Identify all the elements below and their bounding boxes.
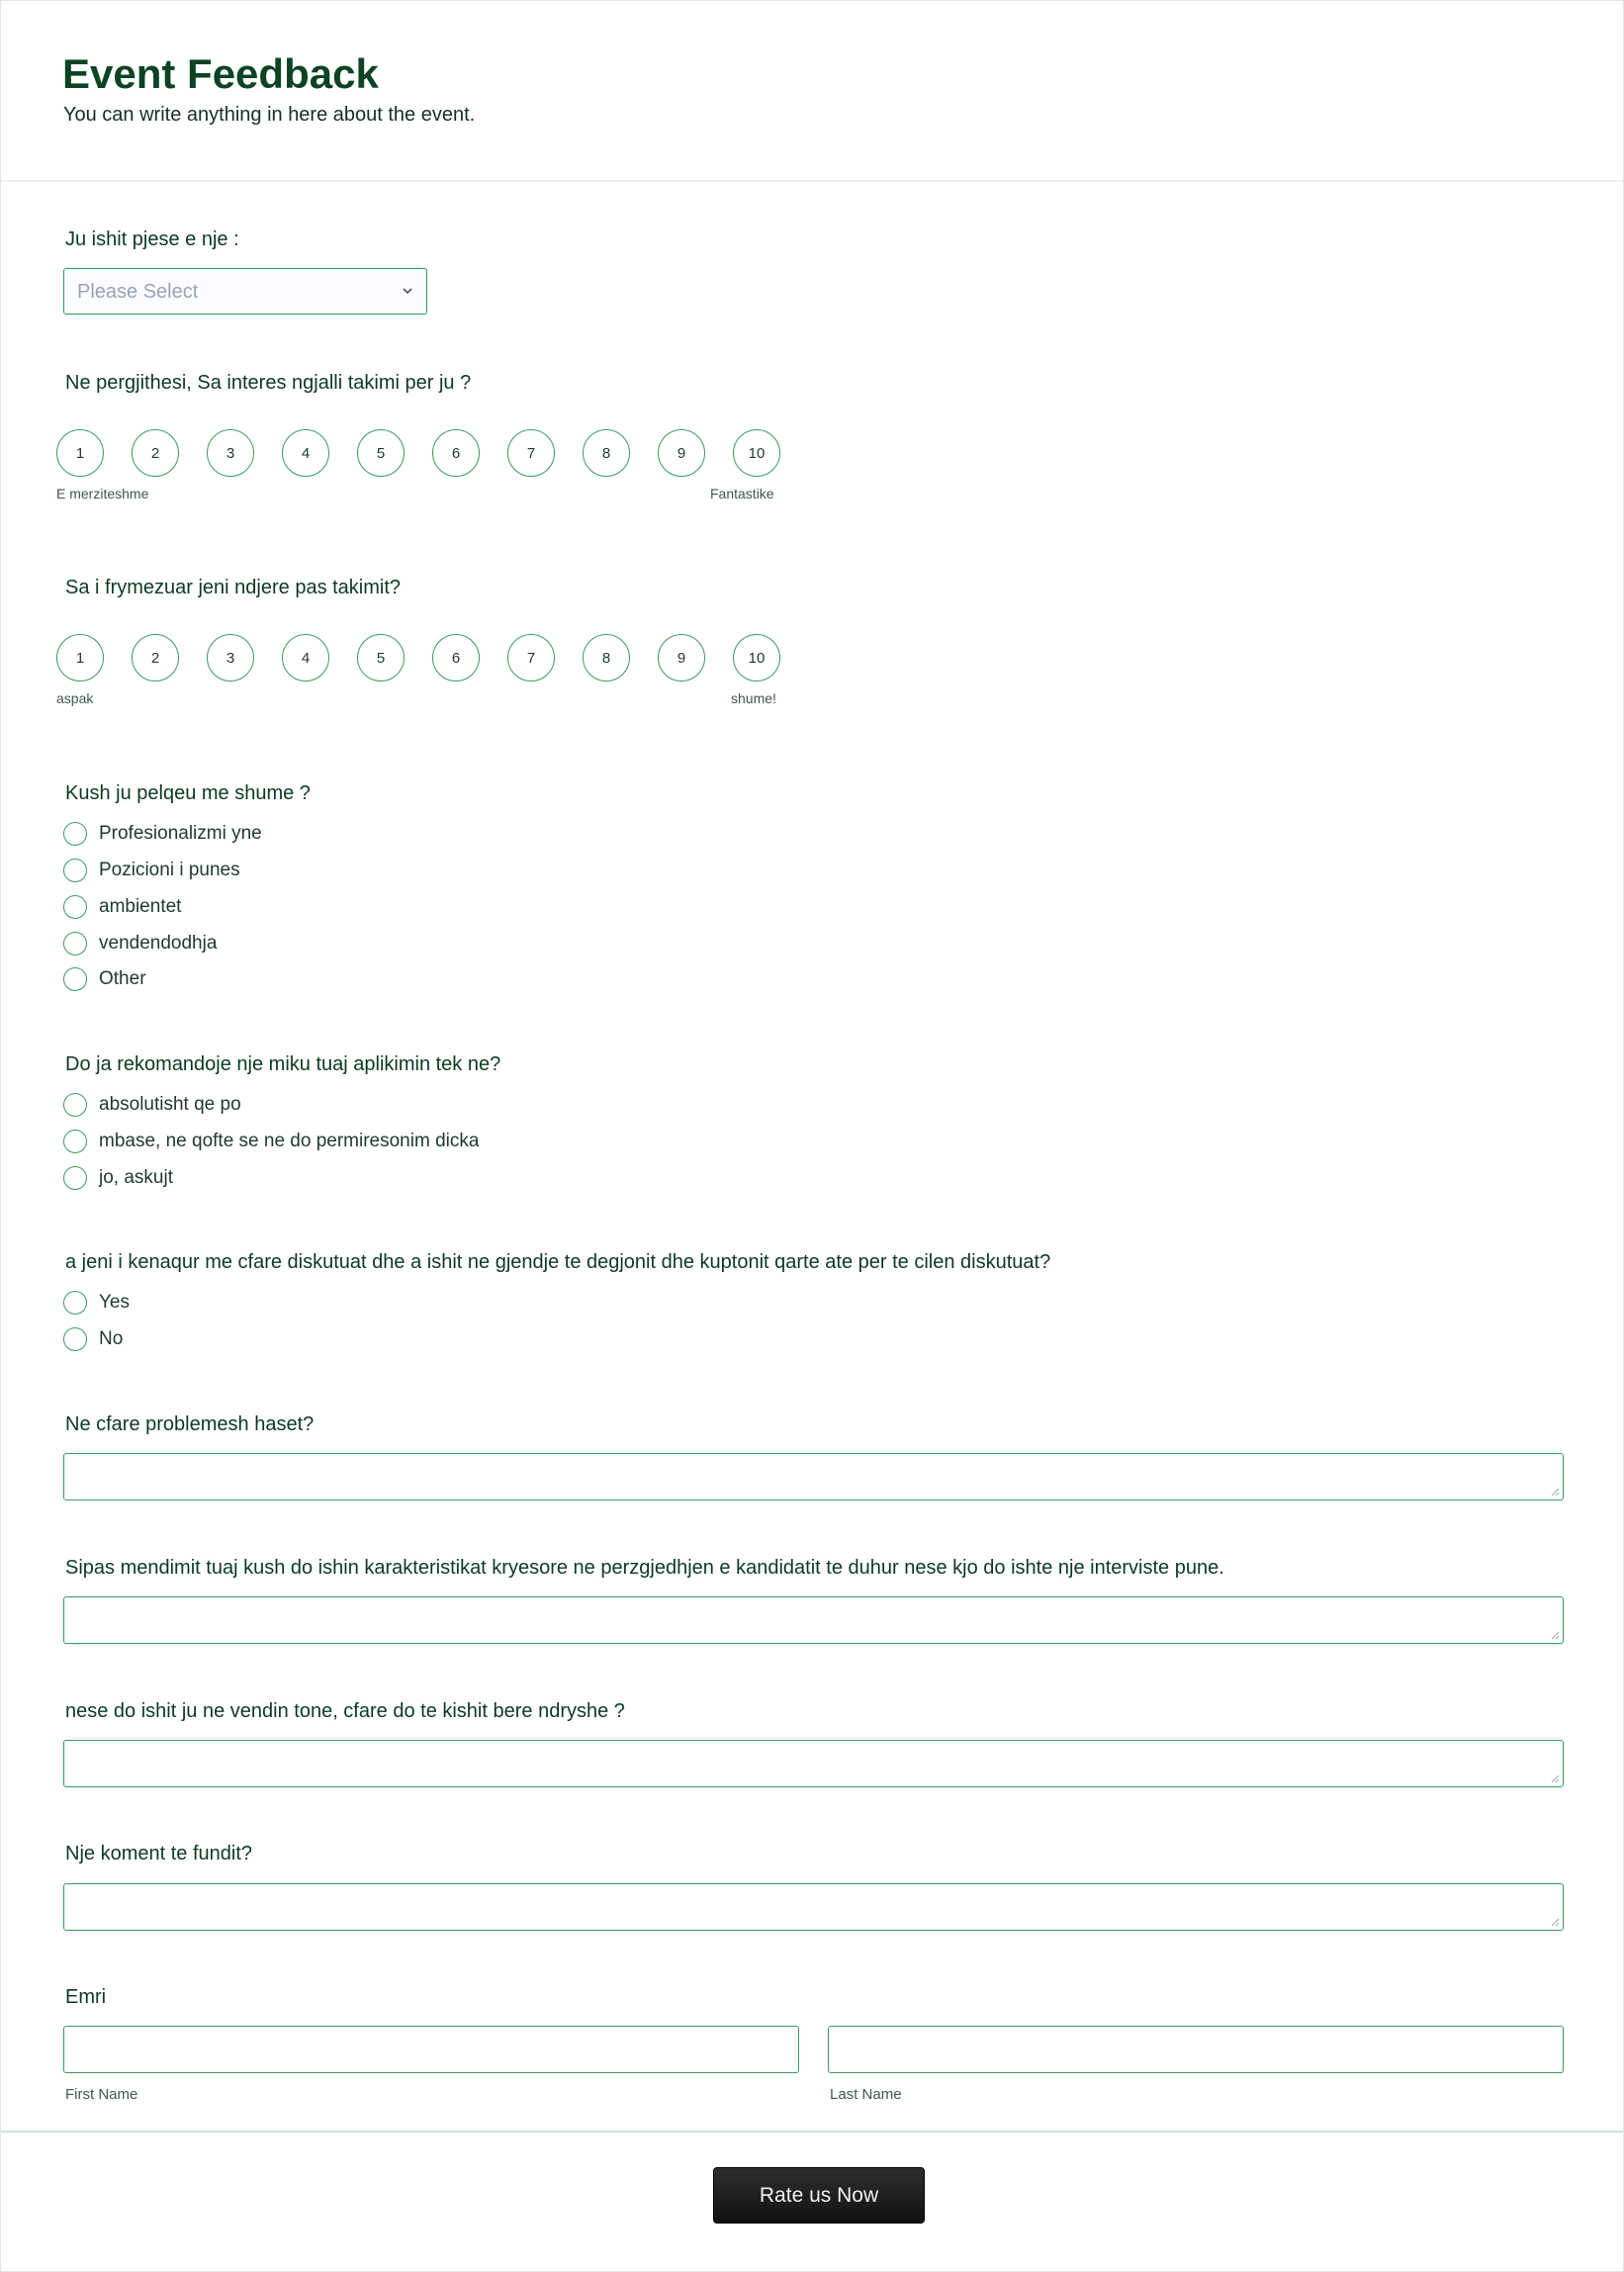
resize-grip-icon[interactable]	[1550, 1773, 1560, 1783]
problems-textarea[interactable]	[63, 1453, 1564, 1500]
question-label: a jeni i kenaqur me cfare diskutuat dhe a ishit ne gjendje te degjonit dhe kuptonit qarte ate per te cilen diskutuat?	[65, 1251, 1051, 1273]
do-differently-textarea[interactable]	[63, 1740, 1564, 1787]
radio-label: ambientet	[99, 896, 182, 917]
question-label: Sipas mendimit tuaj kush do ishin karakteristikat kryesore ne perzgjedhjen e kandidatit te duhur nese kjo do ishte nje interviste pune.	[65, 1557, 1224, 1579]
question-label: Ne cfare problemesh haset?	[65, 1413, 315, 1435]
radio-label: Pozicioni i punes	[99, 860, 240, 880]
question-label: Ju ishit pjese e nje :	[65, 228, 239, 250]
scale-option[interactable]: 10	[733, 429, 780, 477]
scale-option[interactable]: 2	[132, 634, 179, 682]
scale-max-caption: Fantastike	[710, 486, 774, 501]
scale-option[interactable]: 9	[658, 429, 705, 477]
scale-option[interactable]: 8	[583, 429, 630, 477]
radio-button[interactable]	[63, 1291, 87, 1315]
radio-button[interactable]	[63, 1130, 87, 1153]
form-title: Event Feedback	[62, 50, 379, 97]
scale-option[interactable]: 8	[583, 634, 630, 682]
scale-min-caption: aspak	[56, 690, 94, 706]
scale-option[interactable]: 2	[132, 429, 179, 477]
form-header	[1, 1, 1623, 182]
question-label: Sa i frymezuar jeni ndjere pas takimit?	[65, 577, 402, 598]
scale-option[interactable]: 3	[207, 429, 254, 477]
question-label: Emri	[65, 1986, 107, 2008]
chevron-down-icon	[401, 284, 414, 298]
question-label: Nje koment te fundit?	[65, 1843, 252, 1864]
radio-label: Yes	[99, 1292, 130, 1313]
radio-button[interactable]	[63, 1093, 87, 1117]
last-name-input[interactable]	[828, 2026, 1564, 2073]
scale-option[interactable]: 1	[56, 429, 104, 477]
event-type-dropdown[interactable]	[63, 268, 427, 315]
form-subtitle: You can write anything in here about the event.	[63, 104, 476, 126]
radio-label: No	[99, 1328, 124, 1349]
scale-option[interactable]: 4	[282, 429, 329, 477]
radio-button[interactable]	[63, 859, 87, 882]
scale-option[interactable]: 1	[56, 634, 104, 682]
last-name-sublabel: Last Name	[830, 2086, 902, 2103]
submit-button[interactable]: Rate us Now	[713, 2167, 925, 2224]
question-label: Kush ju pelqeu me shume ?	[65, 782, 311, 804]
radio-label: Profesionalizmi yne	[99, 823, 262, 844]
scale-max-caption: shume!	[731, 690, 776, 706]
radio-button[interactable]	[63, 822, 87, 846]
characteristics-textarea[interactable]	[63, 1596, 1564, 1644]
question-label: Ne pergjithesi, Sa interes ngjalli takimi per ju ?	[65, 372, 472, 394]
question-label: nese do ishit ju ne vendin tone, cfare do te kishit bere ndryshe ?	[65, 1700, 625, 1722]
radio-button[interactable]	[63, 967, 87, 991]
scale-option[interactable]: 7	[507, 634, 555, 682]
scale-option[interactable]: 6	[432, 634, 480, 682]
radio-button[interactable]	[63, 1166, 87, 1190]
final-comment-textarea[interactable]	[63, 1883, 1564, 1931]
scale-option[interactable]: 5	[357, 634, 405, 682]
dropdown-placeholder: Please Select	[77, 281, 199, 303]
first-name-input[interactable]	[63, 2026, 799, 2073]
scale-option[interactable]: 9	[658, 634, 705, 682]
resize-grip-icon[interactable]	[1550, 1917, 1560, 1927]
scale-option[interactable]: 4	[282, 634, 329, 682]
resize-grip-icon[interactable]	[1550, 1487, 1560, 1497]
radio-button[interactable]	[63, 895, 87, 919]
radio-button[interactable]	[63, 1327, 87, 1351]
scale-option[interactable]: 10	[733, 634, 780, 682]
scale-option[interactable]: 6	[432, 429, 480, 477]
scale-option[interactable]: 5	[357, 429, 405, 477]
radio-button[interactable]	[63, 932, 87, 955]
radio-label: Other	[99, 968, 146, 989]
radio-label: vendendodhja	[99, 933, 218, 954]
question-label: Do ja rekomandoje nje miku tuaj aplikimin tek ne?	[65, 1053, 501, 1075]
radio-label: absolutisht qe po	[99, 1094, 241, 1115]
scale-option[interactable]: 3	[207, 634, 254, 682]
scale-option[interactable]: 7	[507, 429, 555, 477]
first-name-sublabel: First Name	[65, 2086, 138, 2103]
radio-label: mbase, ne qofte se ne do permiresonim dicka	[99, 1131, 480, 1151]
scale-min-caption: E merziteshme	[56, 486, 149, 501]
radio-label: jo, askujt	[99, 1167, 173, 1188]
footer-divider	[1, 2131, 1623, 2133]
resize-grip-icon[interactable]	[1550, 1630, 1560, 1640]
